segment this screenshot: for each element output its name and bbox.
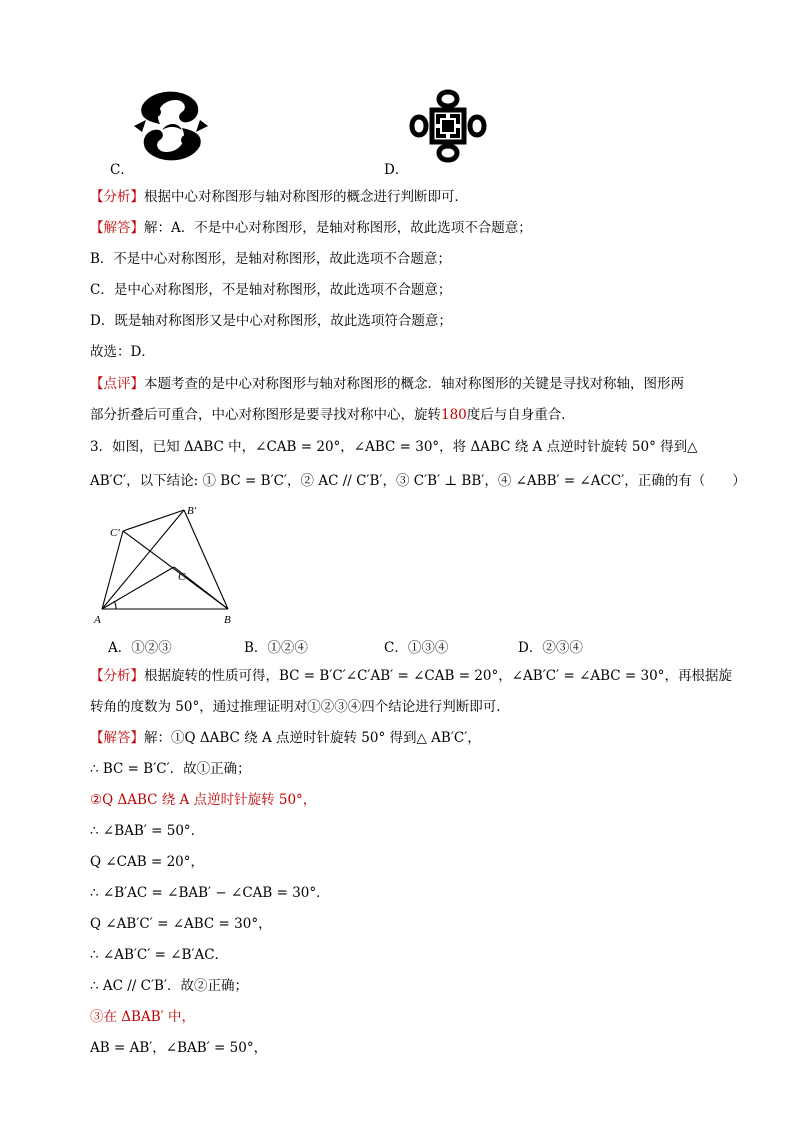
q2-line-b: B．不是中心对称图形，是轴对称图形，故此选项不合题意；: [90, 251, 451, 267]
q2-answer: 故选：D．: [90, 344, 155, 360]
option-d-figure: [406, 86, 490, 166]
q3-fenxi-1: 【分析】根据旋转的性质可得，BC = B′C′∠C′AB′ = ∠CAB = 20°，∠AB′C′ = ∠ABC = 30°，再根据旋: [90, 668, 732, 684]
q3-step-5: ∴ ∠B′AC = ∠BAB′ − ∠CAB = 30°．: [90, 885, 330, 901]
label-b-prime: B′: [187, 505, 197, 517]
q3-fenxi-tag: 【分析】: [90, 668, 144, 684]
q3-step-9: ③在 ΔBAB′ 中，: [90, 1009, 195, 1025]
q3-stem-1: 3．如图，已知 ΔABC 中，∠CAB = 20°，∠ABC = 30°，将 ΔABC 绕 A 点逆时针旋转 50° 得到△: [90, 439, 698, 455]
option-c-figure: [132, 86, 210, 166]
dianping-tag: 【点评】: [90, 376, 144, 392]
q3-step-7: ∴ ∠AB′C′ = ∠B′AC．: [90, 947, 229, 963]
choice-b: B．①②④: [244, 640, 308, 656]
q2-dianping-2: 部分折叠后可重合，中心对称图形是要寻找对称中心，旋转180度后与自身重合．: [90, 407, 575, 423]
q3-step-10: AB = AB′，∠BAB′ = 50°，: [90, 1040, 268, 1056]
q3-geometry-figure: [90, 500, 250, 630]
q2-line-d: D．既是轴对称图形又是中心对称图形，故此选项符合题意；: [90, 313, 452, 329]
label-c: C: [178, 571, 186, 583]
choice-d: D．②③④: [518, 640, 583, 656]
label-c-prime: C′: [110, 527, 120, 539]
q2-line-c: C．是中心对称图形，不是轴对称图形，故此选项不合题意；: [90, 282, 452, 298]
q3-stem-2: AB′C′，以下结论: ① BC = B′C′，② AC // C′B′，③ C′B′ ⊥ BB′，④ ∠ABB′ = ∠ACC′，正确的有（ ）: [90, 473, 746, 489]
choice-c: C．①③④: [384, 640, 449, 656]
q3-step-4: Q ∠CAB = 20°，: [90, 854, 204, 870]
q3-fenxi-2: 转角的度数为 50°，通过推理证明对①②③④四个结论进行判断即可．: [90, 699, 510, 715]
fenxi-tag: 【分析】: [90, 189, 144, 205]
q3-step-8: ∴ AC // C′B′．故②正确；: [90, 978, 249, 994]
jieda-tag: 【解答】: [90, 220, 144, 236]
q3-step-0: 【解答】解：①Q ΔABC 绕 A 点逆时针旋转 50° 得到△ AB′C′，: [90, 730, 481, 746]
q3-jieda-tag: 【解答】: [90, 730, 144, 746]
choice-a: A．①②③: [108, 640, 172, 656]
q2-jieda-a: 【解答】解：A．不是中心对称图形，是轴对称图形，故此选项不合题意；: [90, 220, 532, 236]
q2-fenxi: 【分析】根据中心对称图形与轴对称图形的概念进行判断即可．: [90, 189, 468, 205]
label-b: B: [224, 614, 231, 626]
q3-step-3: ∴ ∠BAB′ = 50°．: [90, 823, 205, 839]
option-d-label: D．: [384, 162, 409, 178]
option-c-label: C．: [110, 162, 134, 178]
q2-dianping-1: 【点评】本题考查的是中心对称图形与轴对称图形的概念．轴对称图形的关键是寻找对称轴，图形两: [90, 376, 684, 392]
q3-step-6: Q ∠AB′C′ = ∠ABC = 30°，: [90, 916, 272, 932]
q3-step-2: ②Q ΔABC 绕 A 点逆时针旋转 50°，: [90, 792, 317, 808]
label-a: A: [94, 614, 101, 626]
q3-step-1: ∴ BC = B′C′．故①正确；: [90, 761, 251, 777]
